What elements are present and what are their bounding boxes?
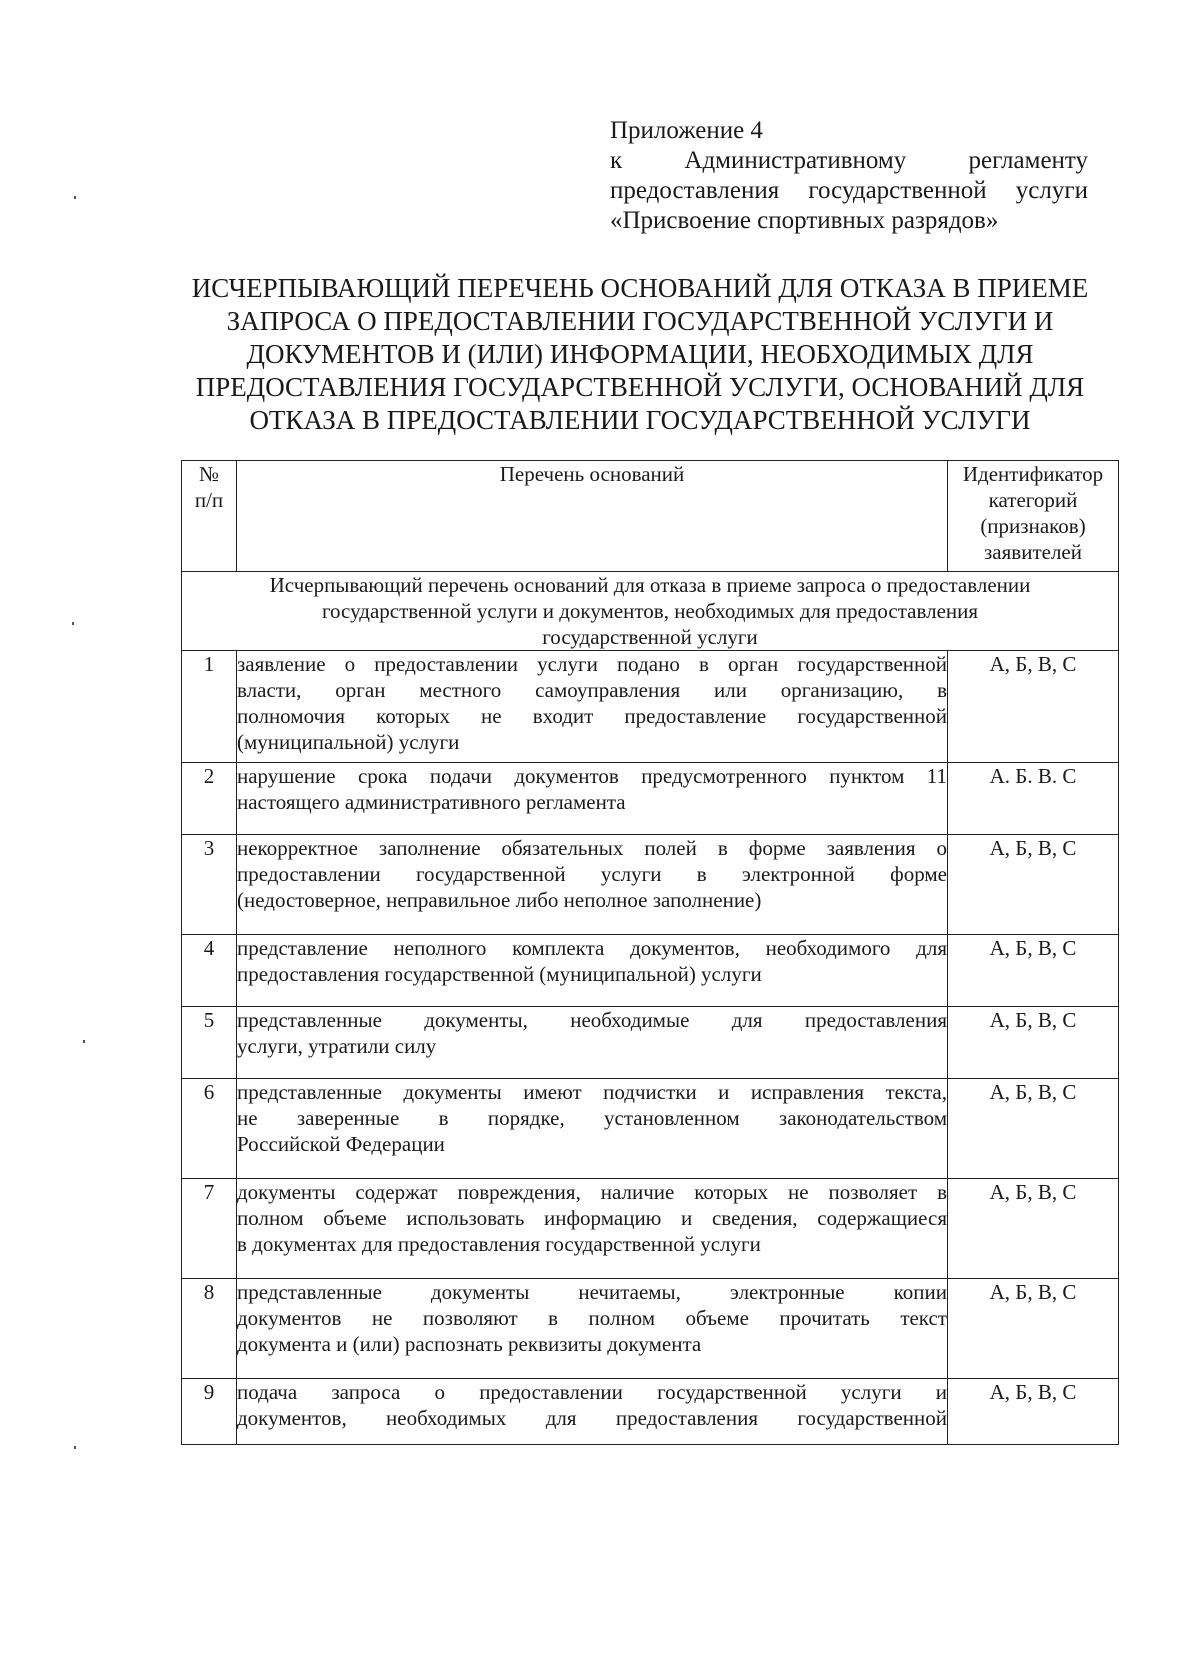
- row-categories: А. Б. В. С: [948, 763, 1119, 835]
- title-line: ИСЧЕРПЫВАЮЩИЙ ПЕРЕЧЕНЬ ОСНОВАНИЙ ДЛЯ ОТКАЗА В ПРИЕМЕ: [191, 273, 1089, 303]
- row-number: 4: [182, 935, 237, 1007]
- row-number: 2: [182, 763, 237, 835]
- reason-line: полномочия которых не входит предоставление государственной: [237, 704, 947, 728]
- row-number: 1: [182, 651, 237, 763]
- reasons-table: [181, 460, 1119, 1445]
- header-identifier-line: (признаков): [980, 514, 1086, 538]
- scan-speck: [72, 622, 74, 625]
- row-number: 7: [182, 1179, 237, 1279]
- reason-line: нарушение срока подачи документов предусмотренного пунктом 11: [237, 764, 947, 788]
- title-line: ЗАПРОСА О ПРЕДОСТАВЛЕНИИ ГОСУДАРСТВЕННОЙ УСЛУГИ И: [226, 306, 1054, 336]
- reason-line: предоставлении государственной услуги в электронной форме: [237, 862, 947, 886]
- reason-line: документов, необходимых для предоставления государственной: [237, 1406, 947, 1430]
- reason-line: документы содержат повреждения, наличие которых не позволяет в: [237, 1180, 947, 1204]
- row-number: 5: [182, 1007, 237, 1079]
- header-reasons: Перечень оснований: [237, 461, 948, 572]
- table-row: [182, 651, 1119, 763]
- appendix-reference: [610, 146, 1088, 176]
- row-reason: [237, 835, 948, 935]
- table-row: [182, 763, 1119, 835]
- reason-line: услуги, утратили силу: [237, 1034, 437, 1058]
- reason-line: настоящего административного регламента: [237, 790, 626, 814]
- row-number: 6: [182, 1079, 237, 1179]
- row-categories: А, Б, В, С: [948, 651, 1119, 763]
- row-categories: А, Б, В, С: [948, 1007, 1119, 1079]
- table-header-row: [182, 461, 1119, 572]
- header-identifier-line: Идентификатор: [962, 462, 1104, 486]
- header-identifier: [948, 461, 1119, 572]
- row-categories: А, Б, В, С: [948, 1279, 1119, 1379]
- section-line: государственной услуги и документов, необходимых для предоставления: [321, 599, 979, 623]
- row-number: 8: [182, 1279, 237, 1379]
- title-line: ОТКАЗА В ПРЕДОСТАВЛЕНИИ ГОСУДАРСТВЕННОЙ УСЛУГИ: [249, 405, 1031, 435]
- scan-speck: [83, 1040, 85, 1043]
- reason-line: представленные документы нечитаемы, электронные копии: [237, 1280, 947, 1304]
- row-reason: [237, 1279, 948, 1379]
- reason-line: полном объеме использовать информацию и сведения, содержащиеся: [237, 1206, 947, 1230]
- reason-line: не заверенные в порядке, установленном законодательством: [237, 1106, 947, 1130]
- appendix-number: Приложение 4: [610, 117, 763, 144]
- row-categories: А, Б, В, С: [948, 935, 1119, 1007]
- reason-line: документов не позволяют в полном объеме прочитать текст: [237, 1306, 947, 1330]
- header-identifier-line: заявителей: [984, 540, 1082, 564]
- row-categories: А, Б, В, С: [948, 1079, 1119, 1179]
- reason-line: заявление о предоставлении услуги подано в орган государственной: [237, 652, 947, 676]
- scan-speck: [74, 196, 76, 199]
- header-identifier-line: категорий: [988, 488, 1078, 512]
- appendix-word: Административному: [684, 147, 907, 174]
- table-row: [182, 1079, 1119, 1179]
- header-number-label: п/п: [194, 488, 224, 512]
- reason-line: Российской Федерации: [237, 1132, 445, 1156]
- reason-line: некорректное заполнение обязательных полей в форме заявления о: [237, 836, 947, 860]
- section-line: государственной услуги: [542, 625, 758, 649]
- table-row: [182, 1007, 1119, 1079]
- reason-line: власти, орган местного самоуправления или организацию, в: [237, 678, 947, 702]
- reason-line: представленные документы, необходимые для предоставления: [237, 1008, 947, 1032]
- reason-line: документа и (или) распознать реквизиты документа: [237, 1332, 702, 1356]
- scan-speck: [74, 1446, 76, 1449]
- appendix-word: регламенту: [968, 147, 1089, 174]
- row-reason: [237, 651, 948, 763]
- reason-line: представление неполного комплекта документов, необходимого для: [237, 936, 947, 960]
- table-row: [182, 835, 1119, 935]
- row-reason: [237, 1179, 948, 1279]
- section-row: [182, 572, 1119, 651]
- row-reason: [237, 935, 948, 1007]
- row-categories: А, Б, В, С: [948, 1379, 1119, 1445]
- table-row: [182, 1179, 1119, 1279]
- row-categories: А, Б, В, С: [948, 1179, 1119, 1279]
- row-categories: А, Б, В, С: [948, 835, 1119, 935]
- reason-line: предоставления государственной (муниципальной) услуги: [237, 962, 762, 986]
- appendix-word: к: [610, 147, 623, 174]
- table-row: [182, 1279, 1119, 1379]
- appendix-service-name: «Присвоение спортивных разрядов»: [610, 207, 999, 234]
- reason-line: (недостоверное, неправильное либо неполное заполнение): [237, 888, 762, 912]
- row-reason: [237, 1079, 948, 1179]
- row-reason: [237, 1007, 948, 1079]
- section-heading: [182, 572, 1119, 651]
- table-row: [182, 935, 1119, 1007]
- table-row: [182, 1379, 1119, 1445]
- row-number: 9: [182, 1379, 237, 1445]
- header-number: [182, 461, 237, 572]
- section-line: Исчерпывающий перечень оснований для отказа в приеме запроса о предоставлении: [269, 573, 1031, 597]
- reason-line: (муниципальной) услуги: [237, 730, 460, 754]
- reason-line: подача запроса о предоставлении государственной услуги и: [237, 1380, 947, 1404]
- title-line: ДОКУМЕНТОВ И (ИЛИ) ИНФОРМАЦИИ, НЕОБХОДИМЫХ ДЛЯ: [246, 339, 1034, 369]
- title-line: ПРЕДОСТАВЛЕНИЯ ГОСУДАРСТВЕННОЙ УСЛУГИ, ОСНОВАНИЙ ДЛЯ: [195, 372, 1085, 402]
- document-title: [170, 272, 1110, 437]
- appendix-service: предоставления государственной услуги: [610, 177, 1088, 204]
- row-number: 3: [182, 835, 237, 935]
- appendix-block: [610, 116, 1088, 236]
- reason-line: представленные документы имеют подчистки и исправления текста,: [237, 1080, 947, 1104]
- header-number-sign: №: [198, 462, 220, 486]
- row-reason: [237, 763, 948, 835]
- row-reason: [237, 1379, 948, 1445]
- reason-line: в документах для предоставления государственной услуги: [237, 1232, 761, 1256]
